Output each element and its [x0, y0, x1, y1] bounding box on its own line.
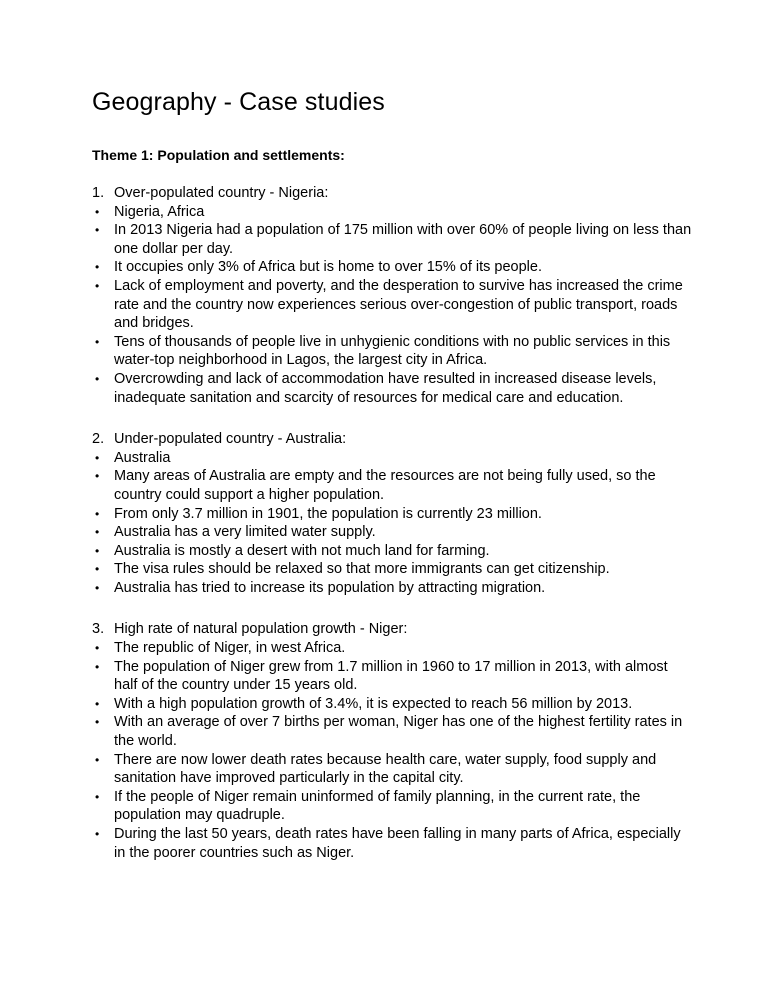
- bullet-text: Australia has tried to increase its population by attracting migration.: [114, 579, 546, 596]
- theme-heading: Theme 1: Population and settlements:: [92, 147, 345, 163]
- bullet-text: If the people of Niger remain uninformed of family planning, in the current rate, the population may quadruple.: [114, 788, 641, 824]
- bullet-icon: •: [95, 827, 100, 841]
- bullet-text: With a high population growth of 3.4%, it is expected to reach 56 million by 2013.: [114, 695, 633, 712]
- bullet-icon: •: [95, 562, 100, 577]
- bullet-icon: •: [95, 371, 100, 386]
- bullet-text: The republic of Niger, in west Africa.: [114, 640, 346, 657]
- case-study-heading-text: Over-populated country - Nigeria:: [114, 185, 329, 201]
- case-study-heading: [92, 430, 692, 449]
- bullet-icon: •: [95, 450, 100, 465]
- bullet-text: Australia is mostly a desert with not much land for farming.: [114, 542, 490, 559]
- bullet-text: It occupies only 3% of Africa but is home to over 15% of its people.: [114, 259, 542, 276]
- case-study-section: [92, 184, 692, 407]
- bullet-text: The population of Niger grew from 1.7 million in 1960 to 17 million in 2013, with almost half of the country under 15 years old.: [114, 658, 668, 694]
- bullet-icon: •: [95, 204, 100, 219]
- bullet-item: [92, 203, 692, 222]
- bullet-text: Overcrowding and lack of accommodation have resulted in increased disease levels, inadequate sanitation and scarcity of resources for medical care and education.: [114, 370, 657, 406]
- bullet-item: [92, 579, 692, 598]
- bullet-icon: •: [95, 752, 100, 767]
- bullet-icon: •: [95, 789, 100, 804]
- bullet-item: [92, 542, 692, 561]
- bullet-item: [92, 505, 692, 524]
- case-study-heading: [92, 184, 692, 203]
- bullet-text: In 2013 Nigeria had a population of 175 million with over 60% of people living on less than one dollar per day.: [114, 222, 692, 257]
- bullet-icon: •: [95, 506, 100, 521]
- bullet-item: [92, 788, 692, 825]
- bullet-icon: •: [95, 525, 100, 540]
- bullet-text: Nigeria, Africa: [114, 203, 205, 220]
- bullet-item: [92, 333, 692, 370]
- bullet-item: [92, 258, 692, 277]
- bullet-icon: •: [95, 543, 100, 558]
- case-study-section: [92, 620, 692, 862]
- bullet-text: During the last 50 years, death rates have been falling in many parts of Africa, especially in the poorer countries such as Niger.: [114, 826, 681, 861]
- bullet-icon: •: [95, 278, 100, 293]
- bullet-icon: •: [95, 659, 100, 674]
- bullet-item: [92, 751, 692, 788]
- bullet-item: [92, 825, 692, 862]
- bullet-icon: •: [95, 641, 100, 656]
- case-study-heading: [92, 620, 692, 639]
- bullet-text: Tens of thousands of people live in unhygienic conditions with no public services in this water-top neighborhood in Lagos, the largest city in Africa.: [114, 333, 671, 369]
- bullet-item: [92, 713, 692, 750]
- document-page: [92, 86, 692, 862]
- bullet-item: [92, 560, 692, 579]
- bullet-text: Lack of employment and poverty, and the desperation to survive has increased the crime rate and the country now experiences serious over-congestion of public transport, roads and bridges.: [114, 277, 683, 332]
- bullet-text: Australia: [114, 449, 171, 466]
- bullet-text: There are now lower death rates because health care, water supply, food supply and sanitation have improved particularly in the capital city.: [114, 751, 657, 787]
- bullet-text: Many areas of Australia are empty and the resources are not being fully used, so the country could support a higher population.: [114, 468, 656, 503]
- bullet-item: [92, 658, 692, 695]
- bullet-icon: •: [95, 223, 100, 238]
- bullet-item: [92, 221, 692, 258]
- case-study-heading-text: Under-populated country - Australia:: [114, 431, 347, 448]
- list-number: 3.: [92, 621, 105, 638]
- bullet-icon: •: [95, 260, 100, 275]
- document-title: Geography - Case studies: [92, 88, 385, 116]
- sections-container: [92, 184, 692, 862]
- bullet-text: Australia has a very limited water supply.: [114, 524, 376, 541]
- bullet-icon: •: [95, 715, 100, 730]
- bullet-item: [92, 639, 692, 658]
- bullet-text: With an average of over 7 births per woman, Niger has one of the highest fertility rates in the world.: [114, 714, 683, 750]
- list-number: 2.: [92, 431, 105, 448]
- bullet-item: [92, 277, 692, 333]
- bullet-item: [92, 370, 692, 407]
- bullet-text: From only 3.7 million in 1901, the population is currently 23 million.: [114, 505, 542, 522]
- bullet-item: [92, 449, 692, 468]
- bullet-icon: •: [95, 580, 100, 595]
- case-study-section: [92, 430, 692, 597]
- bullet-item: [92, 695, 692, 714]
- bullet-icon: •: [95, 696, 100, 711]
- case-study-heading-text: High rate of natural population growth - Niger:: [114, 621, 408, 638]
- bullet-item: [92, 523, 692, 542]
- bullet-item: [92, 467, 692, 504]
- bullet-icon: •: [95, 469, 100, 484]
- bullet-text: The visa rules should be relaxed so that more immigrants can get citizenship.: [114, 561, 610, 578]
- bullet-icon: •: [95, 334, 100, 349]
- list-number: 1.: [92, 185, 105, 201]
